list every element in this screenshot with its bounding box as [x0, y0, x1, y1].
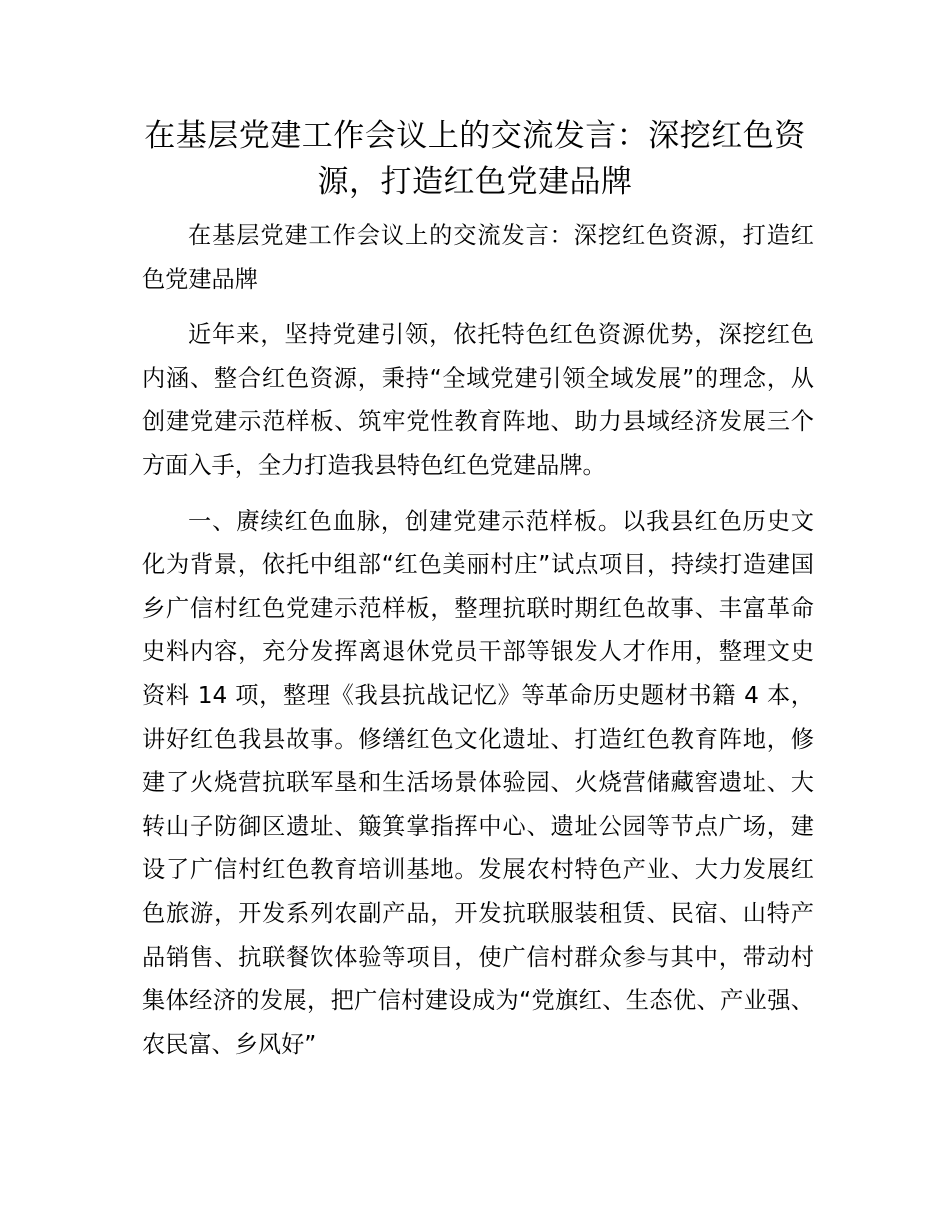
document-title: 在基层党建工作会议上的交流发言：深挖红色资源，打造红色党建品牌	[144, 118, 806, 200]
paragraph-section-one: 一、赓续红色血脉，创建党建示范样板。以我县红色历史文化为背景，依托中组部“红色美丽村庄”试点项目，持续打造建国乡广信村红色党建示范样板，整理抗联时期红色故事、丰富革命史料内容，充分发挥离退休党员干部等银发人才作用，整理文史资料 14 项，整理《我县抗战记忆》等革命历史题材书籍 4 本，讲好红色我县故事。修缮红色文化遗址、打造红色教育阵地，修建了火烧营抗联军垦和生活场景体验园、火烧营储藏窖遗址、大转山子防御区遗址、簸箕掌指挥中心、遗址公园等节点广场，建设了广信村红色教育培训基地。发展农村特色产业、大力发展红色旅游，开发系列农副产品，开发抗联服装租赁、民宿、山特产品销售、抗联餐饮体验等项目，使广信村群众参与其中，带动村集体经济的发展，把广信村建设成为“党旗红、生态优、产业强、农民富、乡风好”	[142, 507, 814, 1058]
paragraph-intro: 近年来，坚持党建引领，依托特色红色资源优势，深挖红色内涵、整合红色资源，秉持“全域党建引领全域发展”的理念，从创建党建示范样板、筑牢党性教育阵地、助力县域经济发展三个方面入手，全力打造我县特色红色党建品牌。	[142, 321, 814, 479]
paragraph-subtitle: 在基层党建工作会议上的交流发言：深挖红色资源，打造红色党建品牌	[142, 222, 814, 293]
document-body	[142, 214, 814, 1078]
